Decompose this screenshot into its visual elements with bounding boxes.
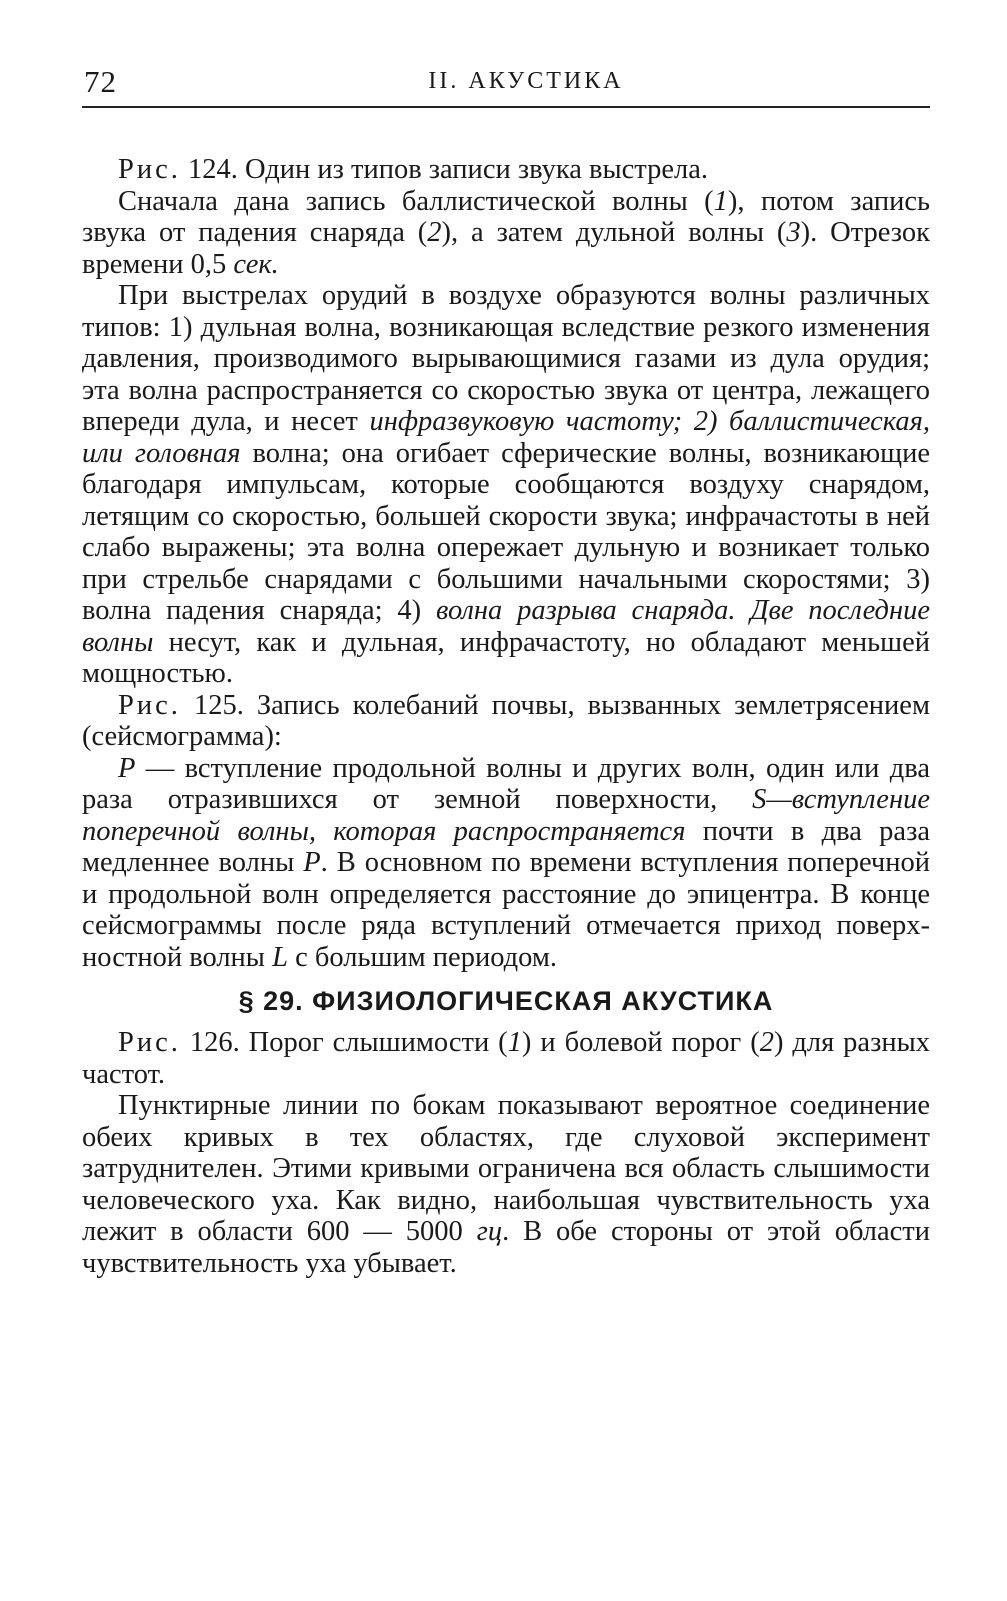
figure-label: Рис.	[118, 1027, 181, 1058]
fig124-text: При выстрелах орудий в воздухе образуются волны различных типов: 1) дульная волна, возникающая вследствие резкого изменения давления, производимого вырывающимися газами из дула орудия; эта волна распространяется со скоростью звука от центра, лежащего впереди дула, и несет инфразвуковую частоту; 2) баллистическая, или головная волна; она огибает сферические волны, возникающие благодаря импульсам, которые сообщаются воздуху снарядом, летящим со скоростью, большей скорости звука; инфрачастоты в ней слабо выражены; эта волна опережает дульную и возникает только при стрельбе снарядами с большими начальными скоростями; 3) волна падения снаряда; 4) волна разрыва снаряда. Две последние волны несут, как и дульная, инфрачастоту, но обладают меньшей мощностью.	[82, 280, 931, 689]
fig125-description: P — вступление продольной волны и других волн, один или два раза отразившихся от земной поверхности, S—вступление поперечной волны, которая распространяется почти в два раза медленнее волны P. В основном по времени вступления поперечной и продольной волн определяется расстояние до эпицентра. В конце сейсмограммы после ряда вступлений отмечается приход поверхностной волны L с большим периодом.	[82, 752, 930, 973]
fig124-description: Сначала дана запись баллистической волны (1), потом запись звука от падения снаряда (2), а затем дульной волны (3). Отрезок времени 0,5 сек.	[82, 185, 930, 280]
book-page	[82, 58, 930, 1279]
fig126-caption: Рис. 126. Порог слышимости (1) и болевой порог (2) для разных частот.	[82, 1027, 930, 1090]
fig126-description: Пунктирные линии по бокам показывают вероятное соединение обеих кривых в тех областях, где слуховой эксперимент затруднителен. Этими кривыми ограничена вся область слышимости человеческого уха. Как видно, наибольшая чувствительность уха лежит в области 600 — 5000 гц. В обе стороны от этой области чувствительность уха убывает.	[82, 1090, 931, 1279]
page-number: 72	[84, 64, 117, 99]
section-heading: § 29. ФИЗИОЛОГИЧЕСКАЯ АКУСТИКА	[238, 986, 774, 1016]
figure-label: Рис.	[118, 689, 181, 721]
running-head	[82, 58, 930, 108]
figure-label: Рис.	[118, 154, 181, 185]
fig125-caption: Рис. 125. Запись колебаний почвы, вызванных землетрясением (сейсмограмма):	[82, 689, 930, 752]
page-body	[82, 154, 930, 1279]
fig124-caption: Рис. 124. Один из типов записи звука выстрела.	[118, 154, 708, 185]
running-section-title: II. АКУСТИКА	[428, 68, 624, 94]
